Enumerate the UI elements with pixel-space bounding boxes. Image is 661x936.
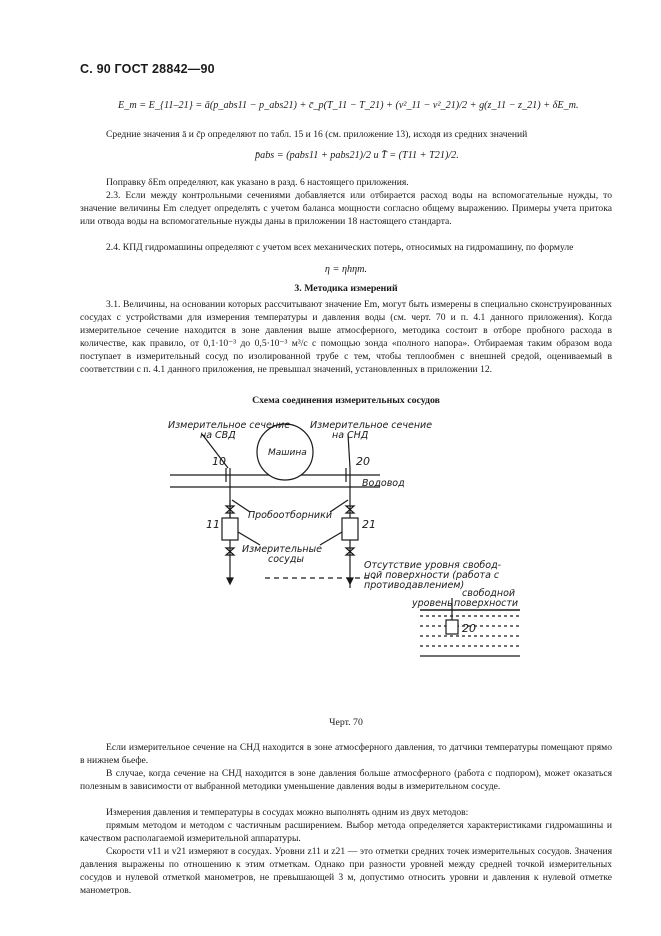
label-20b: 20 [462,622,476,635]
svg-text:Пробоотборники [248,510,332,521]
svg-text:21 [362,518,376,531]
paragraph-correction: Поправку δEm определяют, как указано в разд. 6 настоящего приложения. [106,177,409,188]
figure-title: Схема соединения измерительных сосудов [252,395,440,406]
label-21: 21 [362,518,376,531]
svg-text:противодавлением) [364,580,464,591]
svg-text:уровень [411,598,453,609]
energy-formula: E_m = E_{11–21} = ā(p_abs11 − p_abs21) + c̄_p(T_11 − T_21) + (v²_11 − v²_21)/2 + g(z_11 − z_21) + δE_m. [118,100,579,111]
mean-formula: p̄abs = (pabs11 + pabs21)/2 и T̄ = (T11 + T21)/2. [255,150,459,161]
probes-label: Пробоотборники [248,510,333,521]
vessels-line2: сосуды [268,554,304,565]
svg-text:20 [356,455,370,468]
svg-text:10 [212,455,226,468]
svg-text:Машина [268,448,307,458]
figure-caption: Черт. 70 [329,717,363,728]
vessels-line1: Измерительные [242,544,322,555]
connection-diagram [150,420,530,695]
paragraph-methods: прямым методом и методом с частичным расширением. Выбор метода определяется характеристиками гидромашины и качеством располагаемой измерительной аппаратуры. [80,820,612,844]
paragraph-2-4: 2.4. КПД гидромашины определяют с учетом всех механических потерь, относимых на гидромашину, по формуле [106,242,574,253]
svg-text:11 [206,518,220,531]
svg-text:Водовод [362,478,405,489]
paragraph-backpressure: В случае, когда сечение на СНД находится в зоне давления больше атмосферного (работа с подпором), может оказаться полезным в зависимости от выбранной методики уменьшение давления воды в измерительном сосуде. [80,768,612,792]
efficiency-formula: η = ηhηm. [324,264,368,275]
level-label: уровень [412,598,453,609]
label-snd-line1: Измерительное сечение [310,420,433,431]
free-surface-line2: поверхности [454,598,519,609]
vessel-21 [342,518,358,540]
vodovod-label: Водовод [362,478,405,489]
paragraph-2-3: 2.3. Если между контрольными сечениями добавляется или отбирается расход воды на вспомогательные нужды, то значение величины Em следует определять с учетом баланса мощности согласно общему выражению. Примеры учета притока или отвода воды на вспомогательные нужды даны в приложении 18 настоящего стандарта. [80,190,612,227]
absence-line1: Отсутствие уровня свобод- [364,560,502,571]
label-20: 20 [356,455,370,468]
label-11: 11 [206,518,220,531]
free-surface-line1: свободной [462,588,516,599]
svg-text:поверхности [454,598,518,609]
paragraph-velocities: Скорости v11 и v21 измеряют в сосудах. Уровни z11 и z21 — это отметки средних точек измерительных сосудов. Значения давления выражены по отношению к этим отметкам. Однако при разности уровней между средней точкой измерительных сосудов и нулевой отметкой манометров, не превышающей 3 м, допустимо относить уровни и давления к нулевой отметке манометров. [80,846,612,896]
paragraph-mean-values: Средние значения ā и c̄p определяют по табл. 15 и 16 (см. приложение 13), исходя из средних значений [106,129,528,140]
paragraph-atmospheric: Если измерительное сечение на СНД находится в зоне атмосферного давления, то датчики температуры помещают прямо в нижнем бьефе. [80,742,612,766]
tailwater-sensor [446,620,458,634]
machine-label: Машина [268,448,307,458]
svg-text:20 [462,622,476,635]
label-svd-line2: на СВД [200,430,236,441]
svg-text:на СНД [332,430,368,441]
svg-text:на СВД [200,430,236,441]
svg-text:сосуды [268,554,304,565]
absence-line3: противодавлением) [364,580,465,591]
absence-line2: ной поверхности (работа с [364,570,500,581]
paragraph-3-1: 3.1. Величины, на основании которых рассчитывают значение Em, могут быть измерены в специально сконструированных сосудах с устройствами для измерения температуры и давления воды (см. черт. 70 и п. 4.1 данного приложения). Когда измерительное сечение находится в зоне давления выше атмосферного, методика состоит в отборе пробного расхода в количестве, как правило, от 0,1·10⁻³ до 0,5·10⁻³ м³/с с помощью зонда «полного напора». Отбираемая таким образом вода поступает в измерительный сосуд по изолированной трубе с тем, чтобы теплообмен с внешней средой, оцениваемый в соответствии с п. 4.1 данного приложения, не превышал значений, установленных в приложении 12. [80,299,612,375]
page-header: С. 90 ГОСТ 28842—90 [80,62,215,76]
vessel-11 [222,518,238,540]
paragraph-methods-intro: Измерения давления и температуры в сосудах можно выполнять одним из двух методов: [106,807,469,818]
label-svd-line1: Измерительное сечение [168,420,291,431]
label-snd-line2: на СНД [332,430,369,441]
svg-text:Измерительное сечение [310,420,432,431]
section-heading: 3. Методика измерений [294,283,398,294]
label-10: 10 [212,455,226,468]
